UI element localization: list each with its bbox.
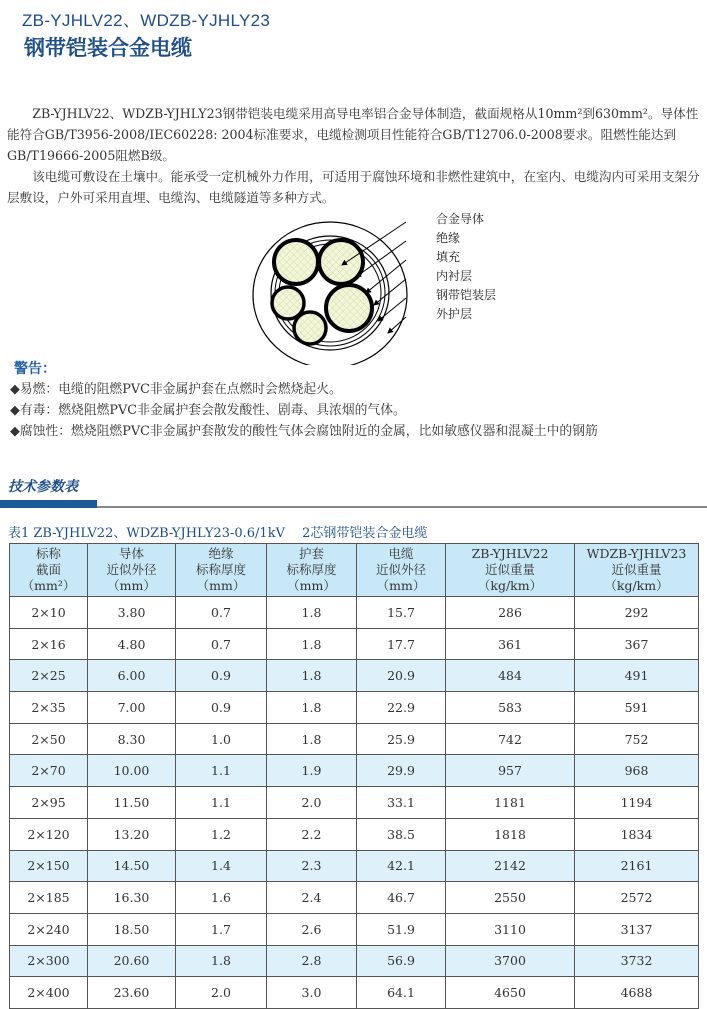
table-cell: 3.0	[267, 977, 357, 1009]
label-steel-tape-armour: 钢带铠装层	[436, 288, 497, 302]
table-cell: 0.9	[176, 692, 267, 724]
table-cell: 1.2	[176, 818, 267, 850]
column-header	[446, 544, 575, 597]
table-cell: 1181	[446, 787, 575, 819]
table-cell: 2550	[446, 882, 575, 914]
intro-paragraph-1: ZB-YJHLV22、WDZB-YJHLY23钢带铠装电缆采用高导电率铝合金导体制造，截面规格从10mm²到630mm²。导体性能符合GB/T3956-2008/IEC60228: 2004标准要求，电缆检测项目性能符合GB/T12706.0-2008要求。阻燃性能达到GB/T19666-2005阻燃B级。	[7, 106, 699, 163]
table-cell: 2×185	[10, 882, 88, 914]
column-header-line: 近似重量	[611, 562, 662, 577]
table-cell: 2×35	[10, 692, 88, 724]
table-cell: 1.7	[176, 913, 267, 945]
table-cell: 56.9	[357, 945, 446, 977]
table-cell: 2×50	[10, 723, 88, 755]
column-header	[267, 544, 357, 597]
table-cell: 2×300	[10, 945, 88, 977]
column-header-line: 近似外径	[106, 562, 157, 577]
table-cell: 2×400	[10, 977, 88, 1009]
table-cell: 4688	[575, 977, 699, 1009]
table-cell: 1.8	[267, 692, 357, 724]
table-cell: 14.50	[88, 850, 176, 882]
table-cell: 1.8	[267, 723, 357, 755]
table-cell: 0.7	[176, 597, 267, 629]
label-insulation: 绝缘	[436, 231, 461, 245]
table-cell: 1818	[446, 818, 575, 850]
table-row	[10, 692, 699, 724]
table-cell: 1194	[575, 787, 699, 819]
table-cell: 46.7	[357, 882, 446, 914]
table-cell: 3.80	[88, 597, 176, 629]
table-caption: 表1 ZB-YJHLV22、WDZB-YJHLY23-0.6/1kV 2芯钢带铠装合金电缆	[8, 526, 428, 541]
table-cell: 2.0	[267, 787, 357, 819]
section-divider	[97, 506, 707, 508]
table-cell: 20.60	[88, 945, 176, 977]
column-header	[357, 544, 446, 597]
table-row	[10, 945, 699, 977]
table-cell: 20.9	[357, 660, 446, 692]
table-cell: 2.4	[267, 882, 357, 914]
column-header-line: 近似外径	[375, 562, 426, 577]
column-header-line: （mm）	[107, 578, 156, 593]
table-cell: 2.2	[267, 818, 357, 850]
table-row	[10, 660, 699, 692]
table-row	[10, 818, 699, 850]
page-title: 钢带铠装合金电缆	[24, 36, 192, 60]
column-header	[10, 544, 88, 597]
label-filler: 填充	[436, 250, 461, 264]
column-header-line: 电缆	[388, 546, 414, 561]
column-header-line: 标称厚度	[195, 562, 246, 577]
section-divider-accent	[0, 500, 97, 508]
label-inner-liner: 内衬层	[436, 269, 473, 283]
table-cell: 752	[575, 723, 699, 755]
table-cell: 3732	[575, 945, 699, 977]
table-cell: 7.00	[88, 692, 176, 724]
table-cell: 1.6	[176, 882, 267, 914]
column-header-line: WDZB-YJHLV23	[586, 546, 687, 561]
column-header	[575, 544, 699, 597]
table-cell: 4650	[446, 977, 575, 1009]
table-cell: 2×240	[10, 913, 88, 945]
table-cell: 2×150	[10, 850, 88, 882]
table-cell: 2×95	[10, 787, 88, 819]
table-row	[10, 597, 699, 629]
table-cell: 484	[446, 660, 575, 692]
table-row	[10, 787, 699, 819]
column-header-line: 绝缘	[208, 546, 234, 561]
table-cell: 13.20	[88, 818, 176, 850]
table-cell: 2.6	[267, 913, 357, 945]
table-cell: 2×10	[10, 597, 88, 629]
table-cell: 286	[446, 597, 575, 629]
table-cell: 64.1	[357, 977, 446, 1009]
table-cell: 742	[446, 723, 575, 755]
column-header-line: 护套	[298, 546, 324, 561]
table-cell: 292	[575, 597, 699, 629]
table-row	[10, 850, 699, 882]
table-cell: 3137	[575, 913, 699, 945]
warning-flammable: ◆易燃：电缆的阻燃PVC非金属护套在点燃时会燃烧起火。	[10, 382, 342, 397]
table-cell: 6.00	[88, 660, 176, 692]
table-cell: 15.7	[357, 597, 446, 629]
table-row	[10, 628, 699, 660]
table-cell: 1.9	[267, 755, 357, 787]
column-header-line: 标称	[35, 546, 61, 561]
table-cell: 2×120	[10, 818, 88, 850]
warning-title: 警告：	[14, 361, 56, 377]
table-cell: 4.80	[88, 628, 176, 660]
column-header	[176, 544, 267, 597]
table-cell: 29.9	[357, 755, 446, 787]
warning-toxic: ◆有毒：燃烧阻燃PVC非金属护套会散发酸性、剧毒、具浓烟的气体。	[10, 403, 406, 418]
table-cell: 10.00	[88, 755, 176, 787]
table-cell: 1.8	[267, 628, 357, 660]
table-cell: 1.1	[176, 787, 267, 819]
table-cell: 2×16	[10, 628, 88, 660]
table-cell: 16.30	[88, 882, 176, 914]
table-cell: 3700	[446, 945, 575, 977]
table-cell: 22.9	[357, 692, 446, 724]
warning-corrosive: ◆腐蚀性：燃烧阻燃PVC非金属护套散发的酸性气体会腐蚀附近的金属，比如敏感仪器和混凝土中的钢筋	[10, 424, 598, 439]
table-cell: 2.0	[176, 977, 267, 1009]
model-heading: ZB-YJHLV22、WDZB-YJHLY23	[22, 11, 271, 30]
intro-text	[7, 103, 703, 208]
table-cell: 18.50	[88, 913, 176, 945]
table-cell: 968	[575, 755, 699, 787]
section-title: 技术参数表	[8, 479, 78, 495]
column-header-line: ZB-YJHLV22	[471, 546, 549, 561]
table-cell: 8.30	[88, 723, 176, 755]
table-cell: 957	[446, 755, 575, 787]
table-cell: 583	[446, 692, 575, 724]
table-cell: 11.50	[88, 787, 176, 819]
table-cell: 491	[575, 660, 699, 692]
table-cell: 38.5	[357, 818, 446, 850]
table-cell: 0.9	[176, 660, 267, 692]
table-cell: 0.7	[176, 628, 267, 660]
column-header-line: （mm）	[196, 578, 246, 593]
table-row	[10, 723, 699, 755]
table-cell: 3110	[446, 913, 575, 945]
column-header-line: （kg/km）	[604, 578, 669, 593]
column-header-line: 近似重量	[484, 562, 535, 577]
table-cell: 2.3	[267, 850, 357, 882]
table-cell: 1.0	[176, 723, 267, 755]
spec-table	[9, 543, 699, 1009]
table-header-row	[10, 544, 699, 597]
table-cell: 23.60	[88, 977, 176, 1009]
table-cell: 33.1	[357, 787, 446, 819]
table-cell: 2142	[446, 850, 575, 882]
table-row	[10, 882, 699, 914]
table-cell: 2×25	[10, 660, 88, 692]
table-cell: 361	[446, 628, 575, 660]
table-cell: 1.4	[176, 850, 267, 882]
table-cell: 1.1	[176, 755, 267, 787]
table-row	[10, 977, 699, 1009]
table-row	[10, 913, 699, 945]
label-outer-sheath: 外护层	[436, 307, 473, 321]
table-cell: 51.9	[357, 913, 446, 945]
column-header-line: （kg/km）	[477, 578, 543, 593]
column-header-line: 截面	[35, 562, 61, 577]
column-header-line: 标称厚度	[286, 562, 337, 577]
table-cell: 1.8	[267, 597, 357, 629]
table-row	[10, 755, 699, 787]
column-header-line: 导体	[118, 546, 144, 561]
intro-paragraph-2: 该电缆可敷设在土壤中。能承受一定机械外力作用，可适用于腐蚀环境和非燃性建筑中，在室内、电缆沟内可采用支架分层敷设，户外可采用直埋、电缆沟、电缆隧道等多种方式。	[7, 169, 700, 205]
table-cell: 367	[575, 628, 699, 660]
column-header-line: （mm）	[376, 578, 426, 593]
column-header	[88, 544, 176, 597]
column-header-line: （mm）	[287, 578, 336, 593]
table-cell: 2.8	[267, 945, 357, 977]
table-cell: 1.8	[267, 660, 357, 692]
table-cell: 1.8	[176, 945, 267, 977]
table-cell: 2×70	[10, 755, 88, 787]
table-cell: 2161	[575, 850, 699, 882]
table-cell: 591	[575, 692, 699, 724]
table-cell: 2572	[575, 882, 699, 914]
table-cell: 42.1	[357, 850, 446, 882]
cable-cross-section-diagram	[230, 205, 430, 365]
column-header-line: （mm²）	[21, 578, 76, 593]
label-alloy-conductor: 合金导体	[436, 212, 485, 226]
table-cell: 25.9	[357, 723, 446, 755]
table-cell: 1834	[575, 818, 699, 850]
table-cell: 17.7	[357, 628, 446, 660]
